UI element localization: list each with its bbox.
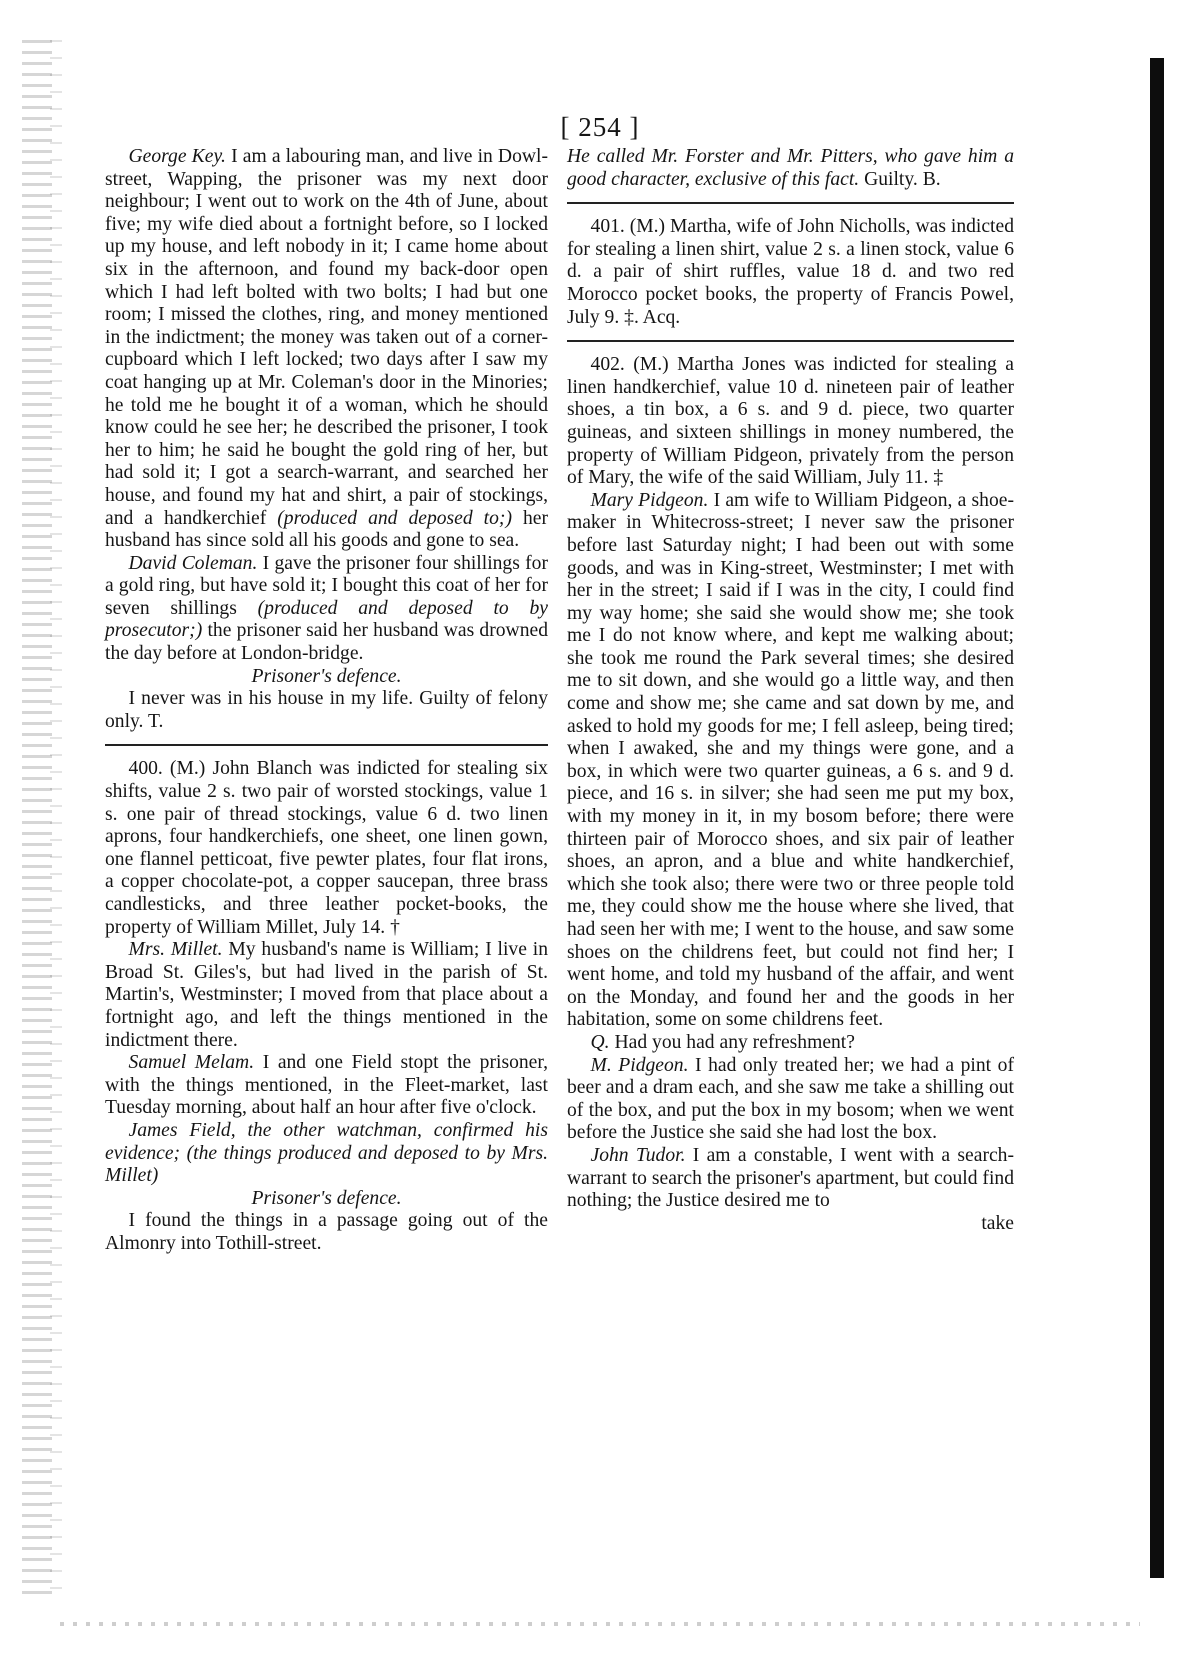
verdict-text: Guilty. B. xyxy=(859,168,941,190)
testimony-samuel-melam xyxy=(105,1052,548,1120)
case-number: 401. (M.) xyxy=(590,216,670,238)
testimony-mrs-millet xyxy=(105,939,548,1052)
defendant-name: John Blanch xyxy=(212,758,313,780)
question-marker: Q. xyxy=(590,1031,610,1053)
testimony-text: I am wife to William Pidgeon, a shoe-maker in Whitecross-street; I never saw the prisoner before last Saturday night; I had been out with some goods, and was in King-street, Westminster; I met with her in the street; I said if I was in the city, I could find my way home; she said she would show me; she took me I do not know where, and kept me walking about; she took me round the Park several times; she desired me to sit down, and she would go a little way, and then come and show me; she came and sat down by me, and asked to hold my goods for me; I fell asleep, being tired; when I awaked, she and my things were gone, and a box, in which were two quarter guineas, a 6 s. and 9 d. piece, and 16 s. in silver; she had seen me put my box, with my money in it, in my bosom before; there were thirteen pair of Morocco shoes, and six pair of leather shoes, an apron, and a blue and white handkerchief, which she took also; there were two or three people told me, they could show me the house where she lived, that had seen her with me; I went to the house, and saw some shoes on the childrens feet, but could not find her; I went home, and told my husband of the affair, and went on the Monday, and found her and the goods in her habitation, some on some childrens feet. xyxy=(567,489,1014,1031)
question-text: Had you had any refreshment? xyxy=(609,1031,855,1053)
testimony-text: I am a constable, I went with a search-warrant to search the prisoner's apartment, but could find nothing; the Justice desired me to xyxy=(567,1144,1014,1212)
page-edge-shadow-left xyxy=(22,40,52,1600)
section-divider xyxy=(567,340,1014,342)
speaker-name: Samuel Melam. xyxy=(128,1052,255,1074)
speaker-name: Mary Pidgeon. xyxy=(590,489,709,511)
testimony-text: I gave the prisoner four shillings for a gold ring, but have sold it; I bought this coat of her for seven shillings xyxy=(105,552,548,619)
speaker-name: Mrs. Millet. xyxy=(128,939,223,961)
testimony-john-tudor xyxy=(567,1145,1014,1213)
speaker-name: David Coleman. xyxy=(128,552,258,574)
speaker-name: M. Pidgeon. xyxy=(590,1054,689,1076)
court-note: He called Mr. Forster and Mr. Pitters, who gave him a good character, exclusive of this fact. xyxy=(567,146,1014,190)
court-note: (produced and deposed to by prosecutor;) xyxy=(105,597,548,642)
speaker-name: George Key. xyxy=(128,146,226,167)
section-divider xyxy=(567,202,1014,204)
indictment-text: was indicted for stealing six shifts, value 2 s. two pair of worsted stockings, value 1 s. one pair of thread stockings, value 6 d. two linen aprons, four handkerchiefs, one sheet, one linen gown, one flannel petticoat, five pewter plates, four flat irons, a copper chocolate-pot, a copper saucepan, three brass candlesticks, and three leather pocket-books, the property of William Millet, July 14. † xyxy=(105,758,548,938)
testimony-text: I and one Field stopt the prisoner, with the things mentioned, in the Fleet-market, last Tuesday morning, about half an hour after five o'clock. xyxy=(105,1052,548,1119)
testimony-text: I am a labouring man, and live in Dowl-street, Wapping, the prisoner was my next door neighbour; I went out to work on the 4th of June, about five; my wife died about a fortnight before, so I locked up my house, and left nobody in it; I came home about six in the afternoon, and found my back-door open which I had left bolted with two bolts; I had but one room; I missed the clothes, ring, and money mentioned in the indictment; the money was taken out of a corner-cupboard which I left locked; two days after I saw my coat hanging up at Mr. Coleman's door in the Minories; he told me he bought it of a woman, which he should know could he see her; he described the prisoner, I took her to him; he said he bought the gold ring of her, but had sold it; I got a search-warrant, and searched her house, and found my hat and shirt, a pair of stockings, and a handkerchief xyxy=(105,146,548,529)
indictment-text: , wife of John Nicholls, was indicted for stealing a linen shirt, value 2 s. a linen stock, value 6 d. a pair of shirt ruffles, value 18 d. and two red Morocco pocket books, the property of Francis Powel, July 9. ‡. Acq. xyxy=(567,216,1014,328)
defendant-name: Martha Jones xyxy=(677,354,786,376)
case-400-indictment xyxy=(105,758,548,939)
testimony-text: My husband's name is William; I live in Broad St. Giles's, but had lived in the parish of St. Martin's, Westminster; I moved from that place about a fortnight ago, and left the things mentioned in the indictment there. xyxy=(105,939,548,1051)
testimony-m-pidgeon xyxy=(567,1055,1014,1145)
question xyxy=(567,1032,1014,1055)
catchword: take xyxy=(981,1212,1014,1234)
defence-heading: Prisoner's defence. xyxy=(251,665,402,687)
page-edge-shadow-bottom xyxy=(60,1622,1140,1626)
testimony-text-tail: her husband has since sold all his goods and gone to sea. xyxy=(105,507,548,552)
indictment-text: was indicted for stealing a linen handkerchief, value 10 d. nineteen pair of leather shoes, a tin box, a 6 s. and 9 d. piece, two quarter guineas, and sixteen shillings in money numbered, the property of William Pidgeon, privately from the person of Mary, the wife of the said William, July 11. ‡ xyxy=(567,354,1014,489)
court-note-field: James Field, the other watchman, confirmed his evidence; (the things produced and deposed to by Mrs. Millet) xyxy=(105,1119,548,1187)
court-note: (produced and deposed to;) xyxy=(277,507,512,529)
right-column xyxy=(567,146,1014,1235)
page-number: [ 254 ] xyxy=(560,112,640,142)
defendant-name: Martha xyxy=(670,216,727,238)
testimony-david-coleman xyxy=(105,553,548,666)
testimony-mary-pidgeon xyxy=(567,490,1014,1032)
speaker-name: John Tudor. xyxy=(590,1144,686,1166)
left-column xyxy=(105,146,548,1256)
defence-text: I found the things in a passage going out of the Almonry into Tothill-street. xyxy=(105,1210,548,1254)
case-402-indictment xyxy=(567,354,1014,490)
page-edge-shadow-left-inner xyxy=(50,40,62,1600)
testimony-text-tail: the prisoner said her husband was drowned the day before at London-bridge. xyxy=(105,620,548,665)
case-number: 402. (M.) xyxy=(590,354,678,376)
defence-text: I never was in his house in my life. Guilty of felony only. T. xyxy=(105,688,548,732)
section-divider xyxy=(105,744,548,746)
case-number: 400. (M.) xyxy=(128,758,213,780)
page-edge-shadow-right xyxy=(1150,58,1164,1578)
testimony-george-key xyxy=(105,146,548,553)
case-401-indictment xyxy=(567,216,1014,329)
testimony-text: I had only treated her; we had a pint of beer and a dram each, and she saw me take a shilling out of the box, and put the box in my bosom; when we went before the Justice she said she had lost the box. xyxy=(567,1054,1014,1144)
verdict-note xyxy=(567,146,1014,191)
defence-heading: Prisoner's defence. xyxy=(251,1187,402,1209)
